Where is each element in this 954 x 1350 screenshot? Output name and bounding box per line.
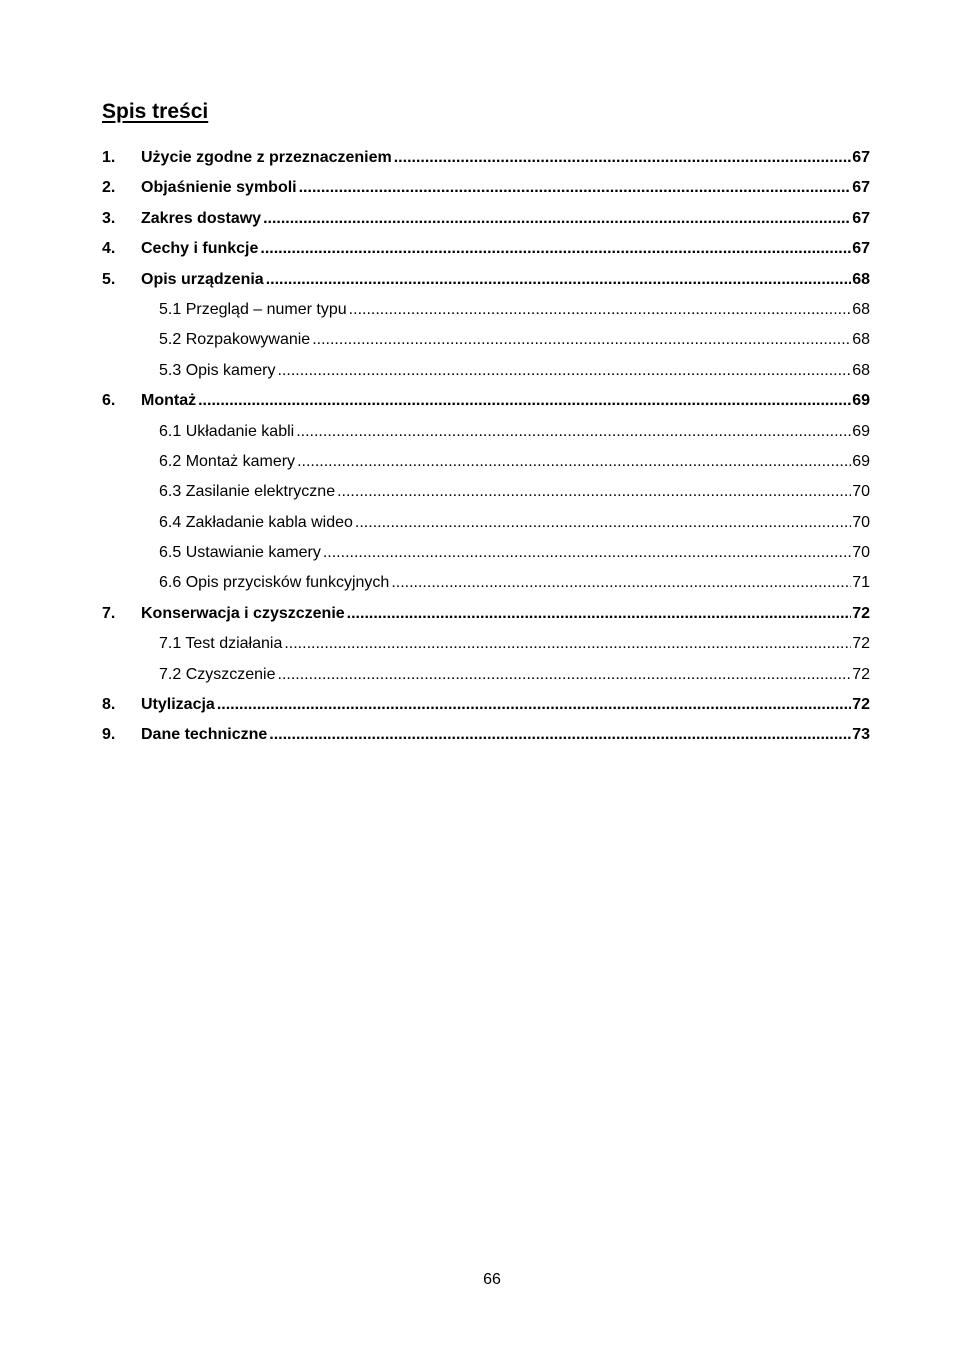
toc-entry-label: 5.2 Rozpakowywanie xyxy=(159,331,311,349)
toc-section-entry[interactable] xyxy=(102,419,870,449)
toc-entry-label: 6.4 Zakładanie kabla wideo xyxy=(159,513,353,531)
toc-entry-label: Objaśnienie symboli xyxy=(141,179,297,197)
toc-section-entry[interactable] xyxy=(102,662,870,692)
toc-entry-label: Montaż xyxy=(141,392,197,410)
toc-dot-leader xyxy=(312,327,851,352)
toc-section-entry[interactable] xyxy=(102,358,870,388)
page-number: 66 xyxy=(483,1271,501,1288)
toc-dot-leader xyxy=(263,206,851,231)
toc-dot-leader xyxy=(391,570,851,595)
toc-entry-number: 7. xyxy=(102,604,116,622)
toc-entry-label: Konserwacja i czyszczenie xyxy=(141,604,345,622)
toc-entry-label: Utylizacja xyxy=(141,696,215,714)
toc-dot-leader xyxy=(260,236,851,261)
toc-entry-page: 67 xyxy=(852,149,870,166)
toc-entry-page: 72 xyxy=(852,665,870,683)
toc-dot-leader xyxy=(266,267,852,292)
toc-dot-leader xyxy=(277,358,851,383)
toc-dot-leader xyxy=(278,662,852,687)
toc-dot-leader xyxy=(297,449,851,474)
toc-entry-page: 70 xyxy=(852,483,870,501)
toc-entry-number: 1. xyxy=(102,149,116,166)
toc-section-entry[interactable] xyxy=(102,631,870,661)
toc-dot-leader xyxy=(284,631,851,656)
toc-dot-leader xyxy=(337,479,851,504)
toc-entry-label: Użycie zgodne z przeznaczeniem xyxy=(141,149,392,166)
toc-entry-label: 6.6 Opis przycisków funkcyjnych xyxy=(159,574,390,592)
table-of-contents xyxy=(102,145,870,753)
toc-entry-number: 8. xyxy=(102,696,116,714)
toc-entry-page: 73 xyxy=(852,726,870,744)
toc-entry-page: 68 xyxy=(852,270,870,288)
toc-chapter-entry[interactable] xyxy=(102,145,870,175)
toc-entry-label: 6.3 Zasilanie elektryczne xyxy=(159,483,336,501)
toc-entry-page: 72 xyxy=(852,696,870,714)
toc-entry-page: 70 xyxy=(852,544,870,562)
toc-entry-label: 7.2 Czyszczenie xyxy=(159,665,276,683)
toc-entry-label: Opis urządzenia xyxy=(141,270,264,288)
toc-entry-page: 69 xyxy=(852,392,870,410)
toc-dot-leader xyxy=(269,722,851,747)
toc-section-entry[interactable] xyxy=(102,297,870,327)
toc-chapter-entry[interactable] xyxy=(102,236,870,266)
toc-section-entry[interactable] xyxy=(102,327,870,357)
toc-entry-page: 68 xyxy=(852,300,870,318)
toc-dot-leader xyxy=(299,175,852,200)
toc-entry-page: 67 xyxy=(852,240,870,258)
toc-entry-page: 69 xyxy=(852,452,870,470)
toc-entry-page: 68 xyxy=(852,361,870,379)
toc-chapter-entry[interactable] xyxy=(102,388,870,418)
toc-entry-page: 70 xyxy=(852,513,870,531)
toc-entry-label: Zakres dostawy xyxy=(141,209,262,227)
toc-dot-leader xyxy=(323,540,851,565)
toc-entry-page: 72 xyxy=(852,604,870,622)
toc-entry-page: 67 xyxy=(852,179,870,197)
toc-entry-number: 5. xyxy=(102,270,116,288)
toc-entry-page: 72 xyxy=(852,635,870,653)
toc-entry-page: 67 xyxy=(852,209,870,227)
toc-dot-leader xyxy=(349,297,852,322)
toc-section-entry[interactable] xyxy=(102,570,870,600)
toc-dot-leader xyxy=(296,419,851,444)
page-title: Spis treści xyxy=(102,100,209,123)
toc-entry-page: 69 xyxy=(852,422,870,440)
toc-chapter-entry[interactable] xyxy=(102,175,870,205)
toc-entry-label: Cechy i funkcje xyxy=(141,240,259,258)
toc-entry-number: 6. xyxy=(102,392,116,410)
toc-entry-number: 2. xyxy=(102,179,116,197)
toc-dot-leader xyxy=(394,145,851,170)
toc-entry-number: 3. xyxy=(102,209,116,227)
toc-entry-number: 9. xyxy=(102,726,116,744)
toc-entry-page: 68 xyxy=(852,331,870,349)
toc-dot-leader xyxy=(355,510,851,535)
toc-section-entry[interactable] xyxy=(102,449,870,479)
toc-entry-page: 71 xyxy=(852,574,870,592)
toc-entry-label: 7.1 Test działania xyxy=(159,635,283,653)
toc-chapter-entry[interactable] xyxy=(102,722,870,752)
toc-dot-leader xyxy=(347,601,852,626)
toc-entry-number: 4. xyxy=(102,240,116,258)
toc-entry-label: 6.2 Montaż kamery xyxy=(159,452,296,470)
toc-section-entry[interactable] xyxy=(102,510,870,540)
toc-entry-label: 5.3 Opis kamery xyxy=(159,361,276,379)
toc-chapter-entry[interactable] xyxy=(102,601,870,631)
toc-entry-label: 5.1 Przegląd – numer typu xyxy=(159,300,347,318)
toc-entry-label: 6.1 Układanie kabli xyxy=(159,422,295,440)
toc-dot-leader xyxy=(198,388,851,413)
toc-entry-label: Dane techniczne xyxy=(141,726,268,744)
toc-chapter-entry[interactable] xyxy=(102,206,870,236)
toc-entry-label: 6.5 Ustawianie kamery xyxy=(159,544,321,562)
toc-chapter-entry[interactable] xyxy=(102,267,870,297)
toc-dot-leader xyxy=(217,692,851,717)
toc-section-entry[interactable] xyxy=(102,540,870,570)
toc-section-entry[interactable] xyxy=(102,479,870,509)
toc-chapter-entry[interactable] xyxy=(102,692,870,722)
